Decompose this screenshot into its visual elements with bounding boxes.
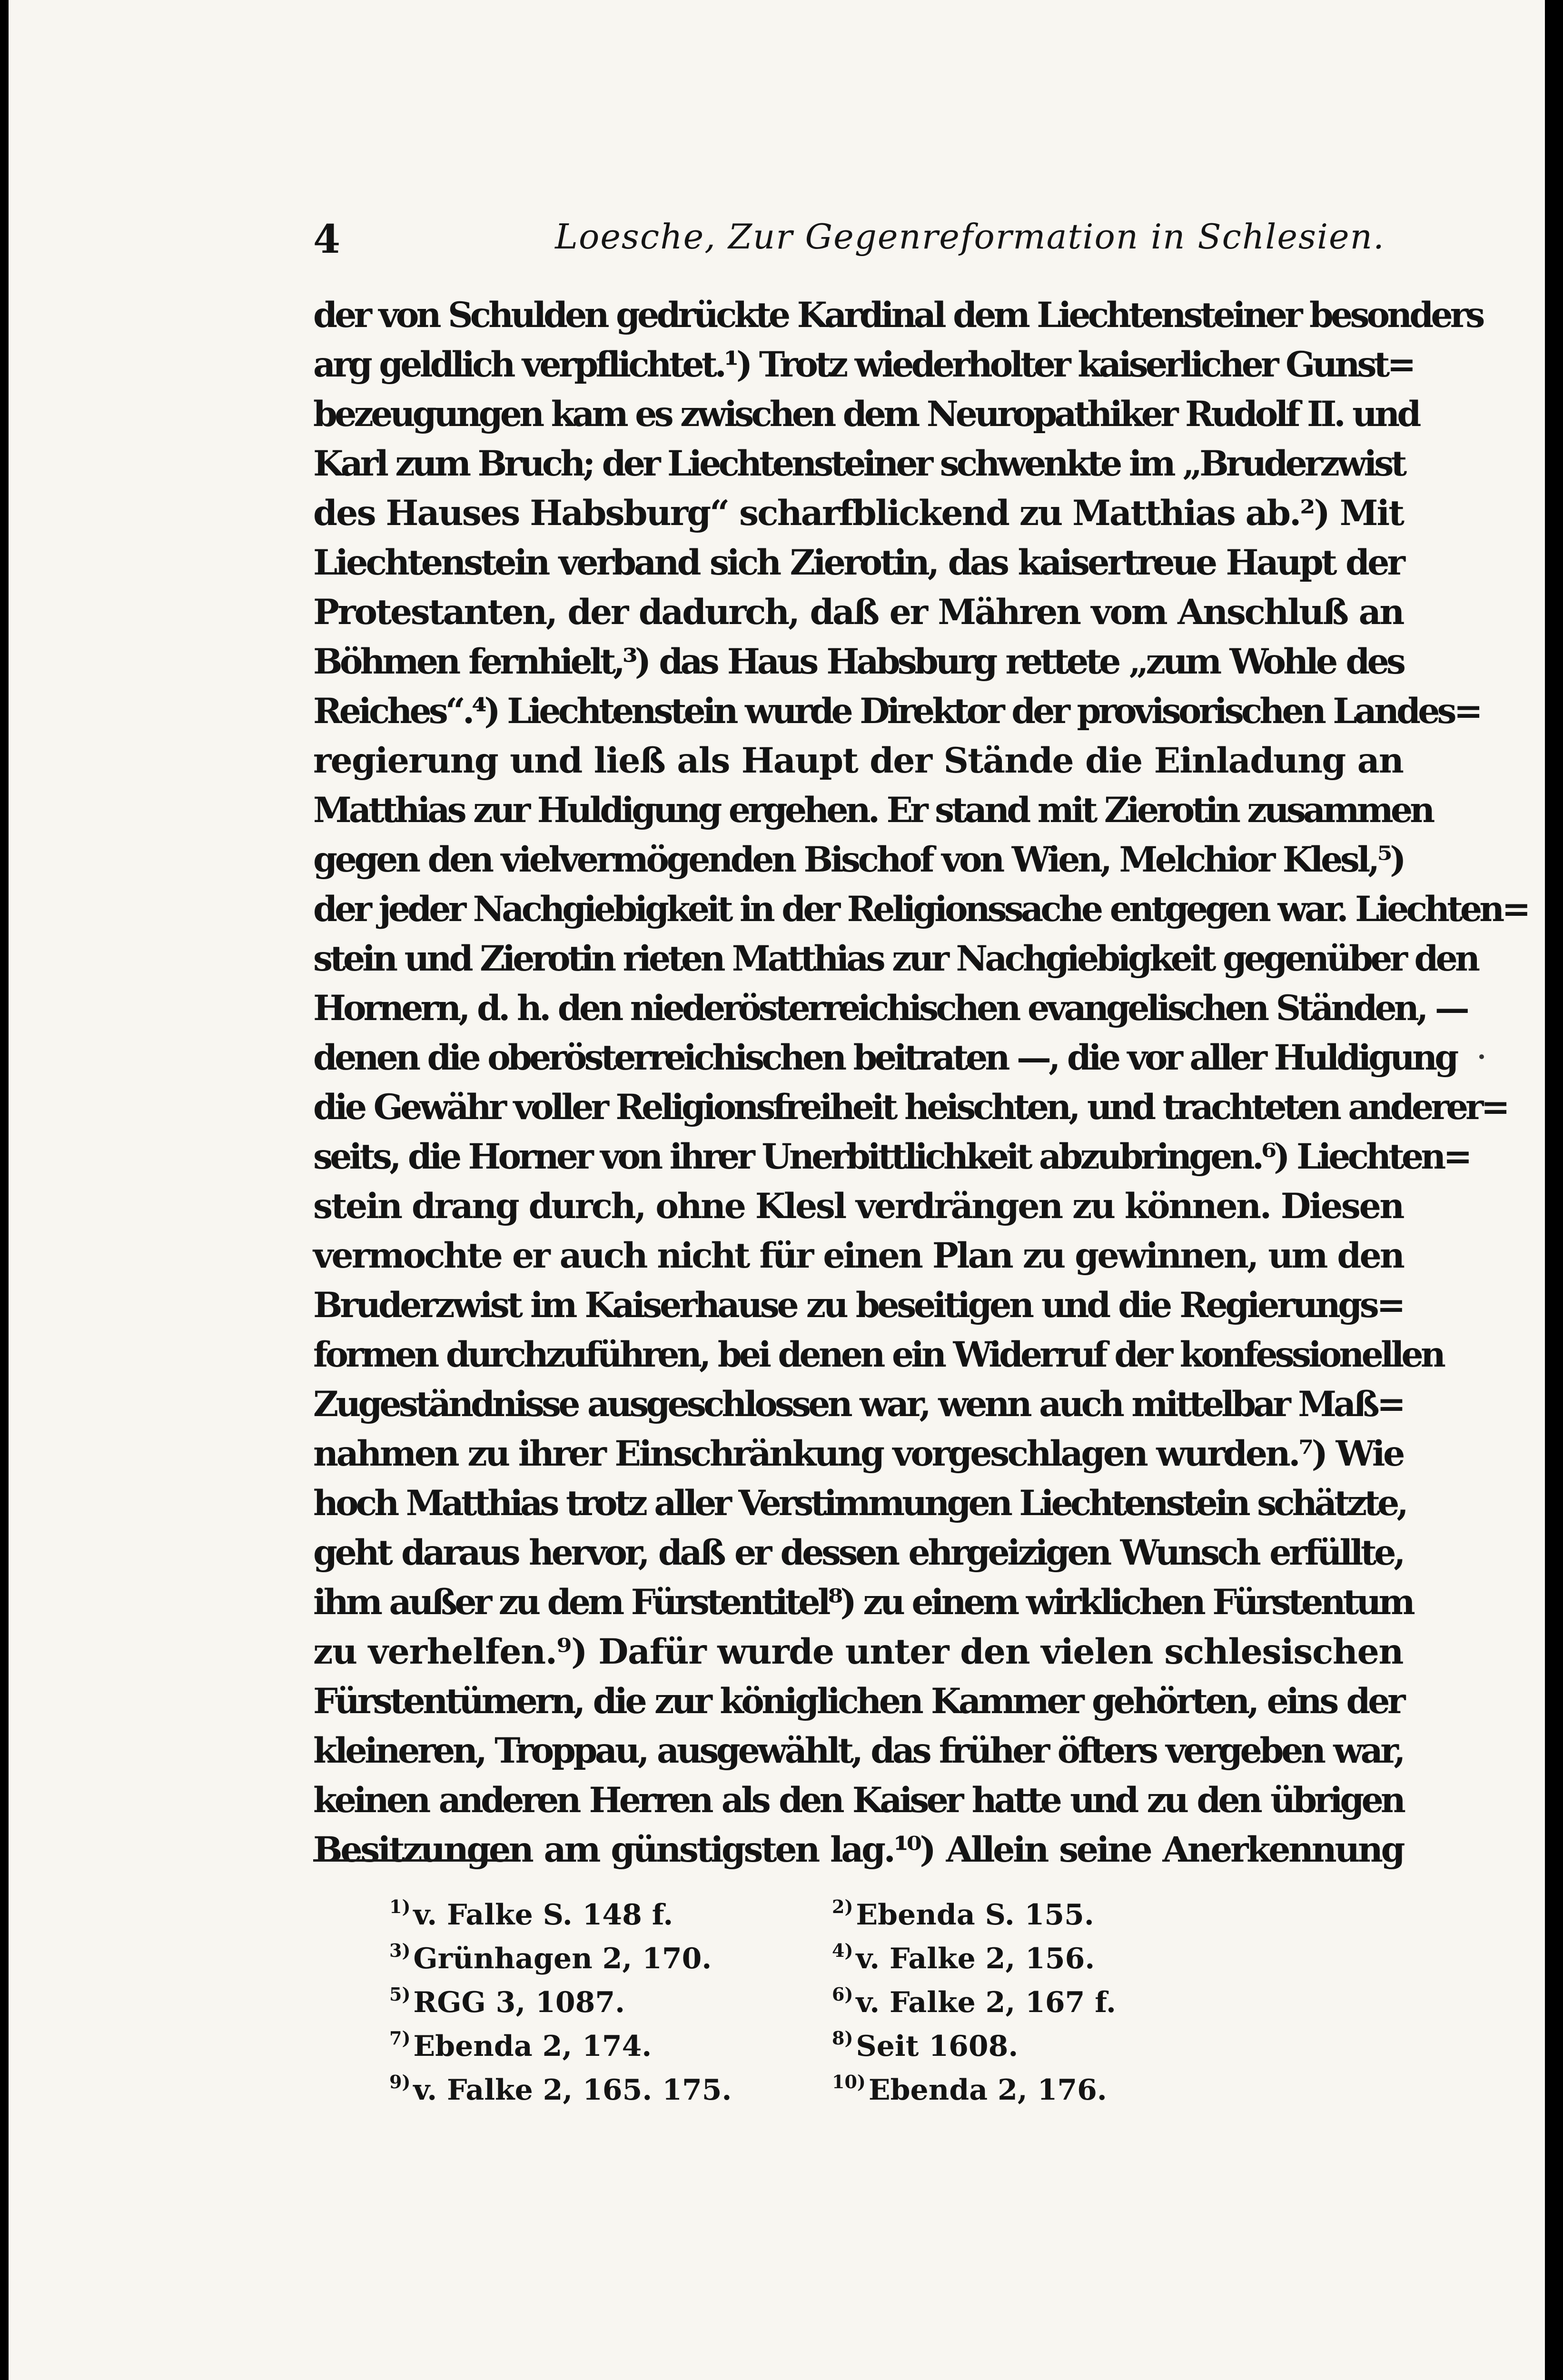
footnote-text: RGG 3, 1087. — [413, 1986, 625, 2019]
text-line: Zugeständnisse ausgeschlossen war, wenn auch mittelbar Maß= — [313, 1384, 1403, 1425]
footnote-text: Ebenda S. 155. — [856, 1898, 1094, 1932]
footnote-text: v. Falke 2, 156. — [856, 1942, 1095, 1975]
footnote-mark: 10) — [832, 2071, 866, 2092]
body-text — [313, 290, 1528, 1874]
footnote-text: Ebenda 2, 174. — [413, 2030, 652, 2063]
footnote-mark: 7) — [389, 2027, 411, 2049]
text-line: Böhmen fernhielt,³) das Haus Habsburg rettete „zum Wohle des — [313, 641, 1403, 682]
text-line: ihm außer zu dem Fürstentitel⁸) zu einem wirklichen Fürstentum — [313, 1582, 1413, 1623]
text-line: Matthias zur Huldigung ergehen. Er stand mit Zierotin zusammen — [313, 790, 1433, 831]
footnote — [832, 1973, 1198, 2019]
text-line: Hornern, d. h. den niederösterreichischen evangelischen Ständen, — — [313, 988, 1467, 1029]
text-line: kleineren, Troppau, ausgewählt, das früher öfters vergeben war, — [313, 1730, 1403, 1771]
text-line: die Gewähr voller Religionsfreiheit heischten, und trachteten anderer= — [313, 1087, 1507, 1128]
footnote — [389, 2060, 832, 2107]
footnote-text: v. Falke S. 148 f. — [413, 1898, 673, 1932]
text-line: Protestanten, der dadurch, daß er Mähren vom Anschluß an — [313, 592, 1403, 633]
footnote — [832, 1885, 1198, 1932]
page-number: 4 — [313, 217, 341, 262]
footnote-text: v. Falke 2, 165. 175. — [413, 2073, 732, 2107]
footnote-mark: 3) — [389, 1940, 411, 1961]
footnote — [832, 2016, 1198, 2063]
footnotes — [389, 1885, 1198, 2107]
text-line: nahmen zu ihrer Einschränkung vorgeschlagen wurden.⁷) Wie — [313, 1433, 1403, 1474]
footnote — [389, 2016, 832, 2063]
footnote-mark: 4) — [832, 1940, 853, 1961]
running-head — [313, 217, 1403, 269]
footnote — [389, 1929, 832, 1973]
text-line: stein drang durch, ohne Klesl verdrängen zu können. Diesen — [313, 1186, 1403, 1227]
footnote-mark: 6) — [832, 1983, 853, 2005]
text-line: bezeugungen kam es zwischen dem Neuropathiker Rudolf II. und — [313, 394, 1419, 435]
footnote-text: Grünhagen 2, 170. — [413, 1942, 712, 1975]
text-line: des Hauses Habsburg“ scharfblickend zu Matthias ab.²) Mit — [313, 493, 1403, 534]
footnote-text: Ebenda 2, 176. — [868, 2073, 1107, 2107]
text-line: vermochte er auch nicht für einen Plan zu gewinnen, um den — [313, 1235, 1403, 1276]
text-line: Liechtenstein verband sich Zierotin, das kaisertreue Haupt der — [313, 542, 1403, 583]
text-line: stein und Zierotin rieten Matthias zur Nachgiebigkeit gegenüber den — [313, 938, 1478, 979]
footnote-mark: 8) — [832, 2027, 853, 2049]
scan-speck — [1479, 1054, 1484, 1059]
footnote — [389, 1885, 832, 1932]
footnote-text: v. Falke 2, 167 f. — [856, 1986, 1116, 2019]
text-line: keinen anderen Herren als den Kaiser hatte und zu den übrigen — [313, 1780, 1403, 1821]
text-line: gegen den vielvermögenden Bischof von Wien, Melchior Klesl,⁵) — [313, 839, 1404, 880]
text-line: zu verhelfen.⁹) Dafür wurde unter den vielen schlesischen — [313, 1631, 1403, 1672]
text-line: Fürstentümern, die zur königlichen Kammer gehörten, eins der — [313, 1681, 1403, 1722]
text-line: formen durchzuführen, bei denen ein Widerruf der konfessionellen — [313, 1334, 1443, 1375]
text-line: Bruderzwist im Kaiserhause zu beseitigen und die Regierungs= — [313, 1285, 1403, 1326]
text-line: regierung und ließ als Haupt der Stände die Einladung an — [313, 740, 1403, 781]
footnote-mark: 1) — [389, 1896, 411, 1917]
text-line: hoch Matthias trotz aller Verstimmungen Liechtenstein schätzte, — [313, 1483, 1406, 1524]
text-line: geht daraus hervor, daß er dessen ehrgeizigen Wunsch erfüllte, — [313, 1532, 1403, 1573]
text-line: Besitzungen am günstigsten lag.¹⁰) Allein seine Anerkennung — [313, 1829, 1403, 1870]
text-line: seits, die Horner von ihrer Unerbittlichkeit abzubringen.⁶) Liechten= — [313, 1136, 1470, 1177]
footnote-mark: 2) — [832, 1896, 853, 1917]
book-page — [9, 0, 1545, 2380]
footnote — [832, 1929, 1198, 1973]
text-line: Karl zum Bruch; der Liechtensteiner schwenkte im „Bruderzwist — [313, 443, 1405, 484]
text-line: der jeder Nachgiebigkeit in der Religionssache entgegen war. Liechten= — [313, 889, 1528, 930]
text-line: der von Schulden gedrückte Kardinal dem Liechtensteiner besonders — [313, 295, 1483, 336]
text-line: arg geldlich verpflichtet.¹) Trotz wiederholter kaiserlicher Gunst= — [313, 344, 1414, 385]
text-line: Reiches“.⁴) Liechtenstein wurde Direktor der provisorischen Landes= — [313, 691, 1480, 732]
footnote — [832, 2060, 1198, 2107]
footnote-mark: 5) — [389, 1983, 411, 2005]
text-line: denen die oberösterreichischen beitraten —, die vor aller Huldigung — [313, 1037, 1456, 1078]
footnote-mark: 9) — [389, 2071, 411, 2092]
footnote — [389, 1973, 832, 2019]
running-title: Loesche, Zur Gegenreformation in Schlesien. — [555, 217, 1385, 257]
footnote-divider — [313, 1859, 513, 1862]
footnote-text: Seit 1608. — [856, 2030, 1019, 2063]
